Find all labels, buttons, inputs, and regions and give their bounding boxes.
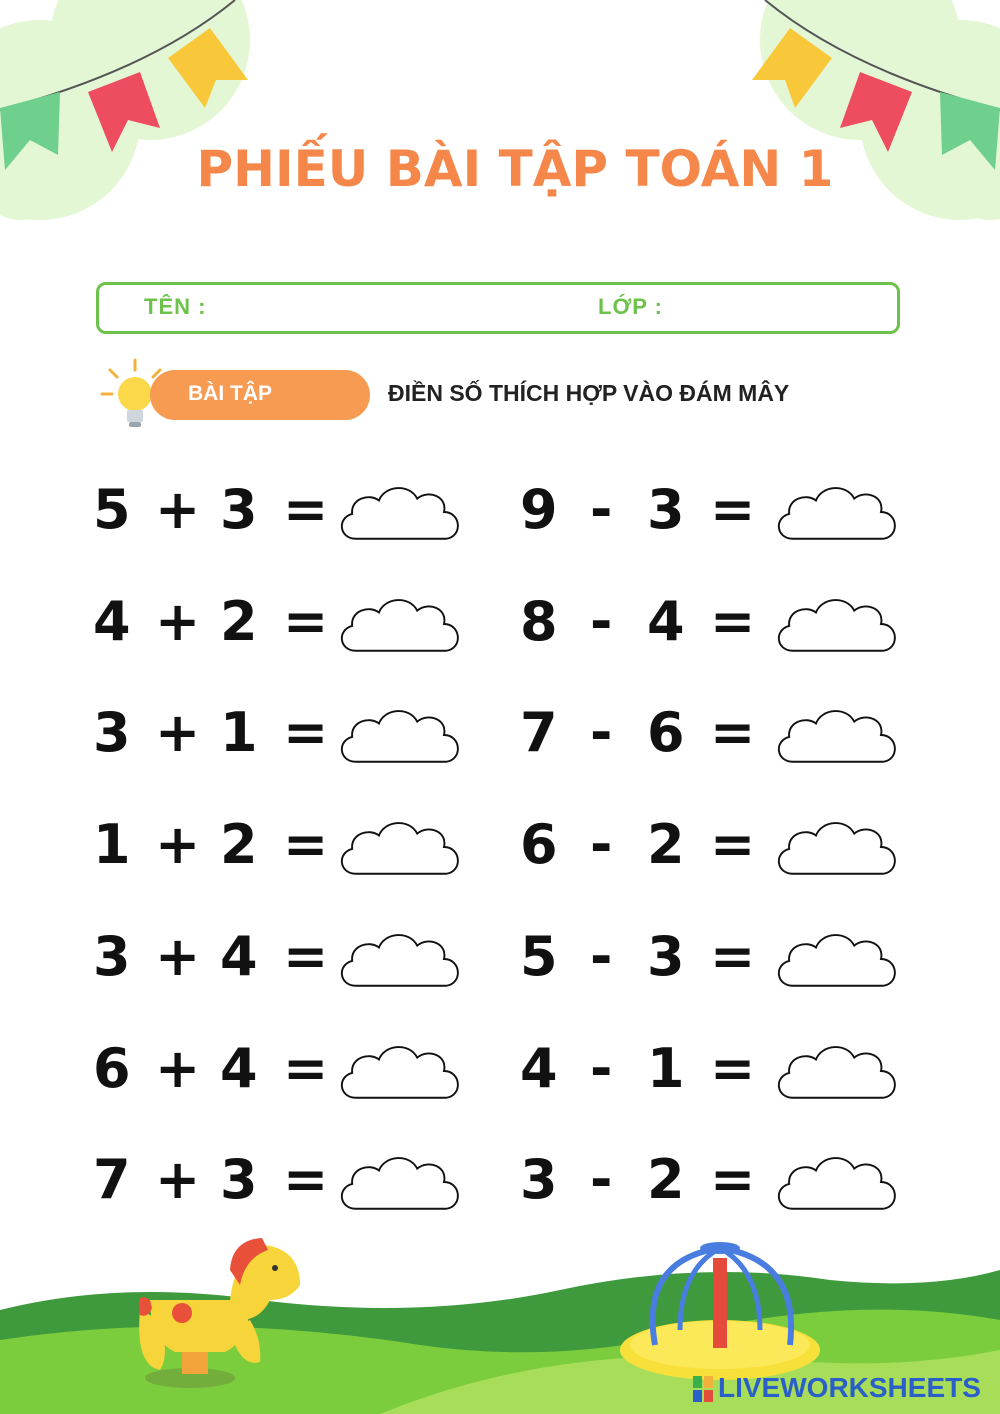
- answer-cloud[interactable]: [772, 1142, 902, 1222]
- equation-row: [93, 480, 333, 540]
- equation-first-number: 6: [93, 1036, 131, 1100]
- exercise-instruction: ĐIỀN SỐ THÍCH HỢP VÀO ĐÁM MÂY: [388, 380, 790, 406]
- equation-equals-sign: =: [283, 589, 329, 653]
- answer-cloud[interactable]: [772, 1031, 902, 1111]
- student-info-box[interactable]: [96, 282, 900, 334]
- equation-operator: -: [590, 924, 613, 988]
- exercise-badge-label: BÀI TẬP: [188, 382, 272, 405]
- equation-row: [520, 1036, 760, 1100]
- equation-operator: -: [590, 478, 613, 541]
- equation-row: [520, 589, 760, 653]
- equation-second-number: 2: [220, 589, 258, 653]
- equation-operator: -: [590, 589, 613, 653]
- equation-first-number: 9: [520, 478, 558, 541]
- equation-equals-sign: =: [283, 813, 329, 877]
- answer-cloud[interactable]: [335, 919, 465, 999]
- merry-go-round-illustration: [620, 1242, 820, 1380]
- equation-second-number: 3: [647, 478, 685, 541]
- answer-cloud[interactable]: [772, 695, 902, 775]
- equation-operator: +: [155, 589, 201, 653]
- equation-first-number: 1: [93, 813, 131, 877]
- equation-equals-sign: =: [710, 813, 756, 877]
- equation-operator: -: [590, 1036, 613, 1100]
- equation-operator: -: [590, 701, 613, 765]
- equation-first-number: 4: [93, 589, 131, 653]
- watermark: LIVEWORKSHEETS: [718, 1372, 981, 1403]
- equation-row: [520, 924, 760, 988]
- equation-row: [93, 924, 333, 988]
- equation-first-number: 7: [520, 701, 558, 765]
- equation-second-number: 4: [220, 1036, 258, 1100]
- equation-first-number: 3: [93, 924, 131, 988]
- equation-equals-sign: =: [710, 1148, 756, 1212]
- equation-equals-sign: =: [283, 924, 329, 988]
- equation-row: [93, 703, 333, 763]
- equation-operator: +: [155, 924, 201, 988]
- answer-cloud[interactable]: [772, 919, 902, 999]
- equation-second-number: 3: [647, 924, 685, 988]
- answer-cloud[interactable]: [772, 807, 902, 887]
- answer-cloud[interactable]: [772, 584, 902, 664]
- equation-equals-sign: =: [283, 1148, 329, 1212]
- equation-equals-sign: =: [710, 1036, 756, 1100]
- equation-first-number: 5: [93, 478, 131, 541]
- equation-second-number: 2: [647, 813, 685, 877]
- equation-row: [93, 1036, 333, 1100]
- answer-cloud[interactable]: [335, 472, 465, 552]
- equation-second-number: 3: [220, 478, 258, 541]
- equation-row: [93, 1150, 333, 1210]
- equation-first-number: 4: [520, 1036, 558, 1100]
- equation-second-number: 1: [220, 701, 258, 765]
- equation-operator: -: [590, 813, 613, 877]
- equation-equals-sign: =: [710, 589, 756, 653]
- equation-operator: +: [155, 1148, 201, 1212]
- page-title: PHIẾU BÀI TẬP TOÁN 1: [196, 140, 834, 198]
- class-label: LỚP :: [598, 294, 663, 319]
- equation-row: [520, 815, 760, 875]
- equation-equals-sign: =: [283, 478, 329, 541]
- answer-cloud[interactable]: [335, 584, 465, 664]
- equation-row: [93, 815, 333, 875]
- equation-first-number: 8: [520, 589, 558, 653]
- equation-row: [93, 589, 333, 653]
- equation-equals-sign: =: [710, 478, 756, 541]
- equation-second-number: 2: [220, 813, 258, 877]
- answer-cloud[interactable]: [772, 472, 902, 552]
- equation-row: [520, 480, 760, 540]
- equation-equals-sign: =: [710, 924, 756, 988]
- equation-row: [520, 703, 760, 763]
- equation-equals-sign: =: [283, 1036, 329, 1100]
- equation-operator: +: [155, 478, 201, 541]
- equation-first-number: 6: [520, 813, 558, 877]
- answer-cloud[interactable]: [335, 1031, 465, 1111]
- equation-first-number: 3: [520, 1148, 558, 1212]
- equation-operator: -: [590, 1148, 613, 1212]
- equation-operator: +: [155, 1036, 201, 1100]
- equation-second-number: 4: [647, 589, 685, 653]
- liveworksheets-logo-icon: [693, 1376, 713, 1402]
- answer-cloud[interactable]: [335, 695, 465, 775]
- equation-second-number: 4: [220, 924, 258, 988]
- equation-operator: +: [155, 813, 201, 877]
- equation-operator: +: [155, 701, 201, 765]
- equation-equals-sign: =: [710, 701, 756, 765]
- equation-equals-sign: =: [283, 701, 329, 765]
- answer-cloud[interactable]: [335, 807, 465, 887]
- equation-first-number: 3: [93, 701, 131, 765]
- answer-cloud[interactable]: [335, 1142, 465, 1222]
- equation-second-number: 1: [647, 1036, 685, 1100]
- equation-first-number: 7: [93, 1148, 131, 1212]
- name-label: TÊN :: [144, 294, 207, 319]
- equation-first-number: 5: [520, 924, 558, 988]
- equation-second-number: 2: [647, 1148, 685, 1212]
- equation-second-number: 6: [647, 701, 685, 765]
- equation-second-number: 3: [220, 1148, 258, 1212]
- equation-row: [520, 1150, 760, 1210]
